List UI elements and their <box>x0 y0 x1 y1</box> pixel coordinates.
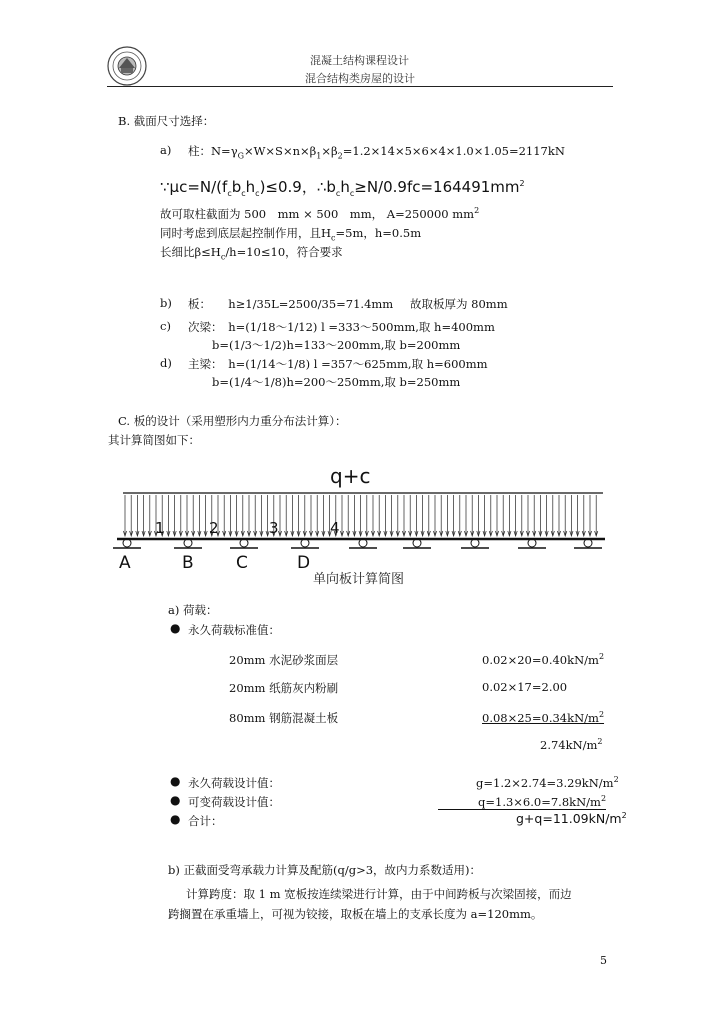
distributed-load-arrows <box>123 495 597 536</box>
load-row-name-1: 20mm 水泥砂浆面层 <box>229 653 339 667</box>
span-paragraph-line2: 跨搁置在承重墙上，可视为铰接，取板在墙上的支承长度为 a=120mm。 <box>168 907 543 921</box>
header-title: 混凝土结构课程设计 <box>310 54 409 67</box>
load-row-value-1: $0.02\times 20=0.40kN/m^2$ <box>482 652 605 667</box>
support <box>349 539 377 548</box>
diagram-caption: 单向板计算简图 <box>313 572 405 587</box>
support <box>403 539 431 548</box>
loads-title: a) 荷载： <box>168 603 218 617</box>
load-row-name-3: 80mm 钢筋混凝土板 <box>229 711 339 725</box>
load-total-std: $2.74kN/m^2$ <box>540 737 603 752</box>
item-d-line2: b=(1/4～1/8)h=200～250mm,取 b=250mm <box>212 375 461 389</box>
bullet-icon: ● <box>170 812 181 826</box>
item-d-line1: 主梁： h=(1/14～1/8) l =357～625mm,取 h=600mm <box>188 357 488 371</box>
item-b-note: 故取板厚为 80mm <box>410 297 508 311</box>
bullet-icon: ● <box>170 621 181 635</box>
span-number-4: 4 <box>330 519 340 537</box>
column-height-line: 同时考虑到底层起控制作用，且$H_c=5m$，h=0.5m <box>160 226 422 243</box>
load-row-value-3: $0.08\times 25=0.34kN/m^2$ <box>482 710 605 725</box>
support <box>113 539 141 548</box>
page-number: 5 <box>600 954 607 967</box>
support <box>518 539 546 548</box>
support <box>291 539 319 548</box>
item-c-label: c) <box>160 319 171 333</box>
slenderness-line: 长细比$\beta\le H_c/h=10\le 10$，符合要求 <box>160 245 343 262</box>
support-label-d: D <box>297 553 311 573</box>
item-d-label: d) <box>160 356 172 370</box>
var-design-value: $q=1.3\times 6.0=7.8kN/m^2$ <box>438 794 606 810</box>
header-rule <box>107 86 613 87</box>
var-design-label: 可变荷载设计值： <box>188 795 280 809</box>
span-number-3: 3 <box>269 519 279 537</box>
load-label: q+c <box>330 464 371 488</box>
section-b2-title: b) 正截面受弯承载力计算及配筋(q/g>3，故内力系数适用)： <box>168 863 482 877</box>
load-row-value-2: 0.02×17=2.00 <box>482 680 568 694</box>
support <box>574 539 602 548</box>
section-c-title: C. 板的设计（采用塑形内力重分布法计算）： <box>118 414 347 428</box>
support-label-c: C <box>236 553 248 573</box>
item-a-label: a) <box>160 143 172 157</box>
section-b-title: B. 截面尺寸选择： <box>118 114 215 128</box>
load-row-name-2: 20mm 纸筋灰内粉刷 <box>229 681 339 695</box>
column-size-line: 故可取柱截面为 500 mm × 500 mm， A=250000 $mm^2$ <box>160 206 480 221</box>
bullet-icon: ● <box>170 774 181 788</box>
span-paragraph-line1: 计算跨度：取 1 m 宽板按连续梁进行计算，由于中间跨板与次梁固接，而边 <box>186 887 572 901</box>
item-c-line1: 次梁： h=(1/18～1/12) l =333～500mm,取 h=400mm <box>188 320 495 334</box>
support <box>230 539 258 548</box>
bullet-icon: ● <box>170 793 181 807</box>
support <box>174 539 202 548</box>
perm-design-value: $g=1.2\times 2.74=3.29kN/m^2$ <box>476 775 619 790</box>
item-b-text: 板： h≥1/35L=2500/35=71.4mm <box>188 297 394 311</box>
support-label-a: A <box>119 553 131 573</box>
header-subtitle: 混合结构类房屋的设计 <box>305 72 415 85</box>
item-a-text: 柱：$N=\gamma_G\times W\times S\times n\times\beta_1\times\beta_2=1.2\times 14\times 5\times 6\times 4\times 1.0\times 1.05=2117kN$ <box>188 144 565 161</box>
support <box>461 539 489 548</box>
university-seal-logo <box>107 46 147 86</box>
span-number-2: 2 <box>209 519 219 537</box>
span-number-1: 1 <box>155 519 165 537</box>
column-formula: $\because\mu c=N/(f_cb_ch_c)\le 0.9$，$\therefore b_ch_c\ge N/0.9fc=164491mm^2$ <box>160 178 525 198</box>
support-label-b: B <box>182 553 194 573</box>
section-c-intro: 其计算简图如下： <box>108 433 200 447</box>
item-c-line2: b=(1/3～1/2)h=133～200mm,取 b=200mm <box>212 338 461 352</box>
sum-label: 合计： <box>188 814 223 828</box>
slab-calculation-diagram <box>105 455 615 595</box>
permanent-std-title: 永久荷载标准值： <box>188 623 280 637</box>
sum-value: $g+q=11.09kN/m^2$ <box>516 811 627 827</box>
supports <box>113 539 602 548</box>
perm-design-label: 永久荷载设计值： <box>188 776 280 790</box>
item-b-label: b) <box>160 296 172 310</box>
